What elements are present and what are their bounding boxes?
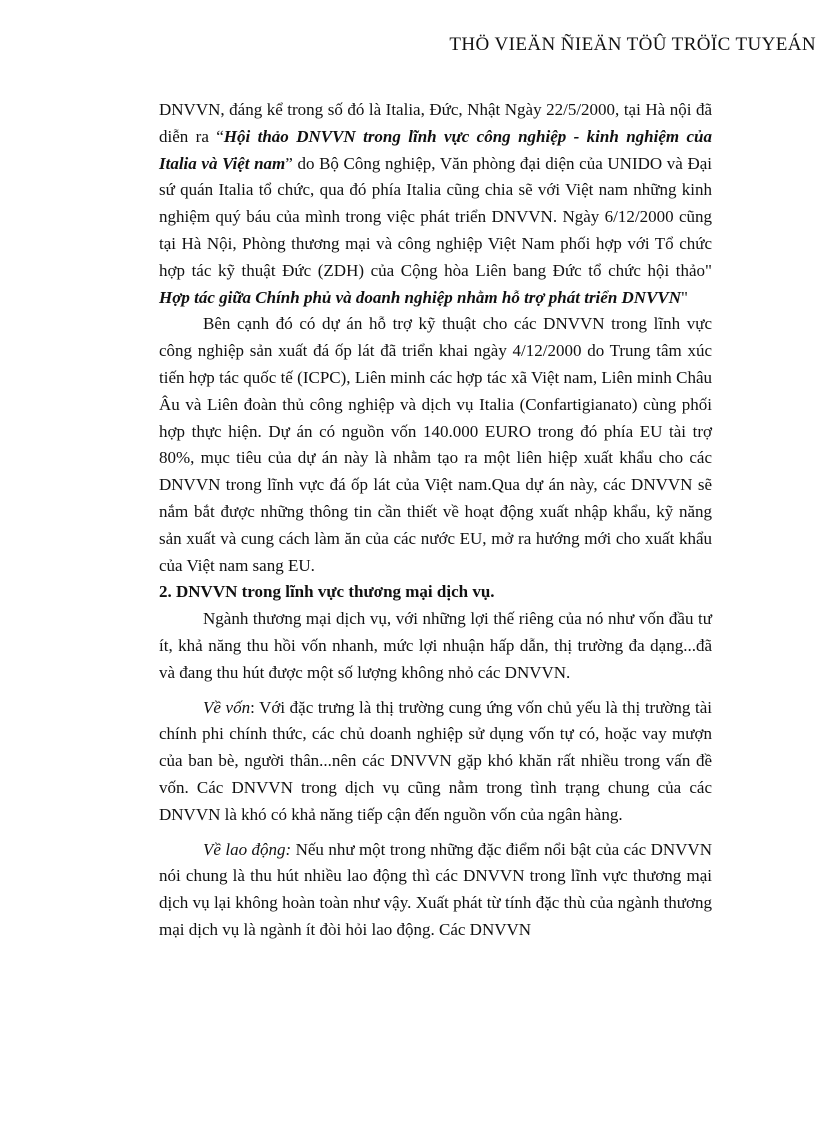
paragraph-seminar-italia [159,97,712,311]
paragraph-labor [159,837,712,944]
paragraph-text: Nếu như một trong những đặc điểm nổi bật của các DNVVN nói chung là thu hút nhiều lao động thì các DNVVN trong lĩnh vực thương mại dịch vụ lại không hoàn toàn như vậy. Xuất phát từ tính đặc thù của ngành thương mại dịch vụ là ngành ít đòi hỏi lao động. Các DNVVN [159,839,712,939]
paragraph-project: Bên cạnh đó có dự án hỗ trợ kỹ thuật cho các DNVVN trong lĩnh vực công nghiệp sản xuất đá ốp lát đã triển khai ngày 4/12/2000 do Trung tâm xúc tiến hợp tác quốc tế (ICPC), Liên minh các hợp tác xã Việt nam, Liên minh Châu Âu và Liên đoàn thủ công nghiệp và dịch vụ Italia (Confartigianato) cùng phối hợp thực hiện. Dự án có nguồn vốn 140.000 EURO trong đó phía EU tài trợ 80%, mục tiêu của dự án này là nhằm tạo ra một liên hiệp xuất khẩu cho các DNVVN trong lĩnh vực đá ốp lát của Việt nam.Qua dự án này, các DNVVN sẽ nắm bắt được những thông tin cần thiết về hoạt động xuất nhập khẩu, kỹ năng sản xuất và cung cách làm ăn của các nước EU, mở ra hướng mới cho xuất khẩu của Việt nam sang EU. [159,314,712,575]
seminar-title-emphasis: Hội thảo DNVVN trong lĩnh vực công nghiệp - kinh nghiệm của Italia và Việt nam [159,126,712,173]
paragraph-capital [159,695,712,829]
section-heading: 2. DNVVN trong lĩnh vực thương mại dịch vụ. [159,582,495,602]
seminar-title-emphasis: Hợp tác giữa Chính phủ và doanh nghiệp nhằm hỗ trợ phát triển DNVVN [159,287,682,307]
paragraph-text: " [681,287,688,307]
capital-label: Về vốn [203,697,251,717]
page-header: THÖ VIEÄN ÑIEÄN TÖÛ TRÖÏC TUYEÁN [449,34,816,55]
paragraph-text: DNVVN, đáng kể trong số đó là Italia, Đức, Nhật Ngày 22/5/2000, tại Hà nội đã diễn ra “ [159,100,712,146]
paragraph-sector-intro: Ngành thương mại dịch vụ, với những lợi thế riêng của nó như vốn đầu tư ít, khả năng thu hồi vốn nhanh, mức lợi nhuận hấp dẫn, thị trường đa dạng...đã và đang thu hút được một số lượng không nhỏ các DNVVN. [159,609,712,682]
labor-label: Về lao động: [203,839,292,859]
document-body [159,97,712,944]
paragraph-text: ” do Bộ Công nghiệp, Văn phòng đại diện của UNIDO và Đại sứ quán Italia tổ chức, qua đó phía Italia cũng chia sẽ với Việt nam những kinh nghiệm quý báu của mình trong việc phát triển DNVVN. Ngày 6/12/2000 cũng tại Hà Nội, Phòng thương mại và công nghiệp Việt Nam phối hợp với Tổ chức hợp tác kỹ thuật Đức (ZDH) của Cộng hòa Liên bang Đức tổ chức hội thảo" [159,153,713,280]
paragraph-text: : Với đặc trưng là thị trường cung ứng vốn chủ yếu là thị trường tài chính phi chính thức, các chủ doanh nghiệp sử dụng vốn tự có, hoặc vay mượn của ban bè, người thân...nên các DNVVN gặp khó khăn rất nhiều trong vấn đề vốn. Các DNVVN trong dịch vụ cũng nằm trong tình trạng chung của các DNVVN là khó có khả năng tiếp cận đến nguồn vốn của ngân hàng. [159,697,712,824]
